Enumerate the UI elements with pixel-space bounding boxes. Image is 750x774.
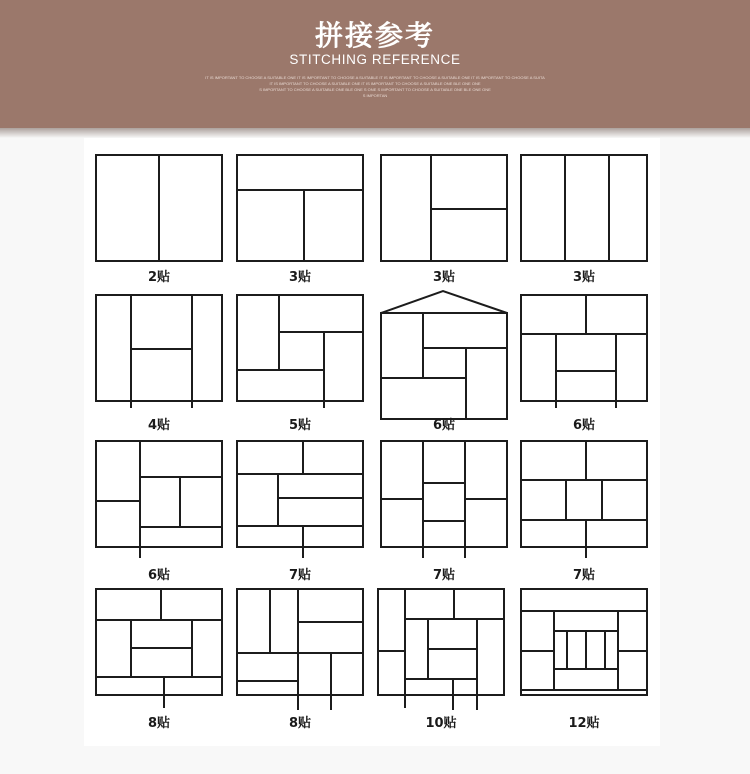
header-shadow [0, 128, 750, 138]
divider-line [238, 525, 362, 527]
divider-line [382, 498, 424, 500]
divider-line [278, 296, 280, 370]
divider-line [302, 442, 304, 475]
pattern-label: 7贴 [432, 568, 456, 583]
title-english: STITCHING REFERENCE [289, 52, 461, 67]
pattern-7-pieces-c [520, 440, 648, 548]
pattern-label: 8贴 [288, 716, 312, 731]
divider-line [97, 676, 221, 678]
divider-line [522, 610, 646, 612]
fine-print-line-2: IT IS IMPORTANT TO CHOOSE A SUITABLE ONE IT IS IMPORTANT TO CHOOSE A SUITABLE ONE BLE ONE ONE [269, 81, 481, 86]
divider-line [404, 678, 478, 680]
divider-line [464, 498, 506, 500]
pattern-label: 12贴 [568, 716, 600, 731]
divider-line [158, 156, 160, 260]
divider-line [585, 442, 587, 480]
divider-line [139, 526, 223, 528]
pattern-8-pieces-b [236, 588, 364, 696]
divider-line [585, 296, 587, 334]
pattern-label: 10贴 [425, 716, 457, 731]
divider-line [238, 652, 362, 654]
divider-line [191, 296, 193, 408]
divider-line [179, 476, 181, 527]
divider-line [404, 618, 503, 620]
pattern-label: 6贴 [432, 418, 456, 433]
fine-print-line-4: S IMPORTAN [362, 93, 388, 98]
divider-line [564, 156, 566, 260]
divider-line [617, 650, 646, 652]
divider-line [555, 370, 617, 372]
divider-line [163, 676, 165, 708]
divider-line [302, 525, 304, 558]
divider-line [522, 479, 646, 481]
divider-line [422, 442, 424, 558]
pattern-10-pieces [377, 588, 505, 696]
divider-line [160, 590, 162, 621]
pattern-6-pieces-house [380, 312, 508, 420]
divider-line [130, 296, 132, 408]
divider-line [97, 619, 221, 621]
pattern-label: 6贴 [572, 418, 596, 433]
divider-line [453, 590, 455, 620]
pattern-5-pieces [236, 294, 364, 402]
title-chinese: 拼接参考 [314, 19, 435, 52]
divider-line [278, 331, 362, 333]
divider-line [601, 479, 603, 521]
divider-line [430, 208, 506, 210]
pattern-3-pieces-b [380, 154, 508, 262]
pattern-4-pieces [95, 294, 223, 402]
divider-line [427, 648, 478, 650]
divider-line [604, 630, 606, 670]
pattern-3-pieces-a [236, 154, 364, 262]
pattern-3-pieces-c [520, 154, 648, 262]
divider-line [422, 520, 466, 522]
divider-line [130, 647, 193, 649]
divider-line [476, 618, 478, 710]
divider-line [303, 189, 305, 260]
divider-line [379, 650, 406, 652]
pattern-label: 6贴 [147, 568, 171, 583]
divider-line [238, 369, 325, 371]
pattern-label: 7贴 [288, 568, 312, 583]
divider-line [404, 590, 406, 708]
divider-line [522, 519, 646, 521]
divider-line [566, 630, 568, 670]
pattern-label: 3贴 [432, 270, 456, 285]
divider-line [238, 680, 299, 682]
divider-line [422, 347, 506, 349]
pattern-label: 3贴 [288, 270, 312, 285]
pattern-7-pieces-a [236, 440, 364, 548]
divider-line [464, 442, 466, 558]
header-banner [0, 0, 750, 128]
pattern-8-pieces-a [95, 588, 223, 696]
pattern-label: 4贴 [147, 418, 171, 433]
divider-line [297, 590, 299, 710]
pattern-2-pieces [95, 154, 223, 262]
pattern-label: 8贴 [147, 716, 171, 731]
pattern-12-pieces [520, 588, 648, 696]
divider-line [585, 630, 587, 670]
divider-line [297, 621, 362, 623]
divider-line [522, 333, 646, 335]
pattern-6-pieces-b [95, 440, 223, 548]
divider-line [238, 189, 362, 191]
divider-line [608, 156, 610, 260]
pattern-label: 7贴 [572, 568, 596, 583]
divider-line [382, 377, 467, 379]
divider-line [422, 482, 466, 484]
divider-line [330, 652, 332, 710]
divider-line [522, 650, 555, 652]
divider-line [585, 519, 587, 558]
pattern-label: 3贴 [572, 270, 596, 285]
pattern-7-pieces-b [380, 440, 508, 548]
divider-line [238, 473, 362, 475]
divider-line [269, 590, 271, 652]
divider-line [565, 479, 567, 521]
divider-line [522, 689, 646, 691]
divider-line [97, 500, 141, 502]
divider-line [465, 347, 467, 418]
fine-print-line-1: IT IS IMPORTANT TO CHOOSE A SUITABLE ONE IT IS IMPORTANT TO CHOOSE A SUITABLE IT IS IMPORTANT TO CHOOSE A SUITABLE ONE IT IS IMPORTANT TO CHOOSE A SUITA [205, 75, 545, 80]
divider-line [277, 473, 279, 527]
divider-line [452, 678, 454, 710]
divider-line [139, 476, 223, 478]
pattern-6-pieces [520, 294, 648, 402]
divider-line [277, 497, 362, 499]
fine-print-line-3: S IMPORTANT TO CHOOSE A SUITABLE ONE BLE ONE S ONE S IMPORTANT TO CHOOSE A SUITABLE ONE BLE ONE ONE [259, 87, 491, 92]
pattern-label: 5贴 [288, 418, 312, 433]
divider-line [130, 348, 193, 350]
pattern-label: 2贴 [147, 270, 171, 285]
